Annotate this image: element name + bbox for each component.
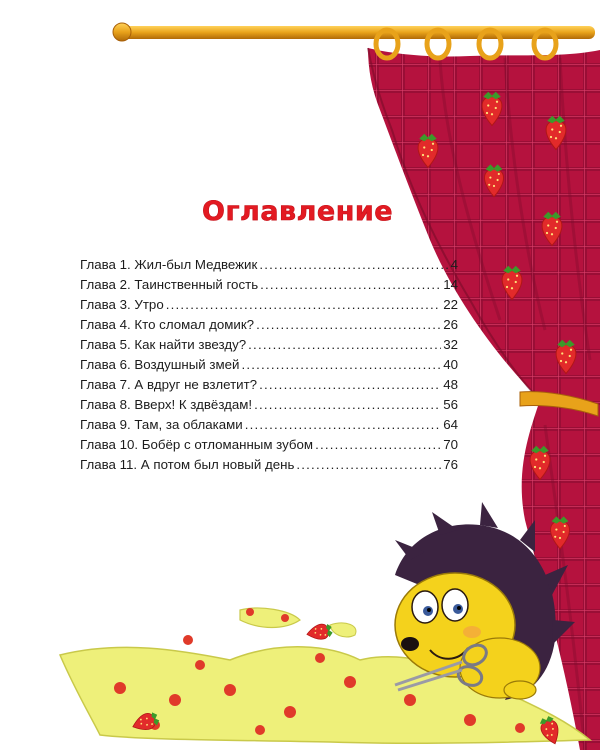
- toc-row[interactable]: [80, 455, 458, 475]
- leader-dots: [241, 355, 441, 375]
- chapter-page: 26: [443, 317, 458, 332]
- chapter-label: Глава 11. А потом был новый день: [80, 457, 295, 472]
- leader-dots: [260, 275, 441, 295]
- leader-dots: [259, 255, 448, 275]
- toc-row[interactable]: [80, 435, 458, 455]
- chapter-label: Глава 4. Кто сломал домик?: [80, 317, 255, 332]
- leader-dots: [166, 295, 441, 315]
- curtain-rod-icon: [113, 23, 595, 41]
- toc-row[interactable]: [80, 295, 458, 315]
- leader-dots: [296, 455, 441, 475]
- chapter-label: Глава 3. Утро: [80, 297, 164, 312]
- chapter-page: 40: [443, 357, 458, 372]
- toc-row[interactable]: [80, 415, 458, 435]
- toc-row[interactable]: [80, 275, 458, 295]
- chapter-label: Глава 2. Таинственный гость: [80, 277, 259, 292]
- toc-row[interactable]: [80, 255, 458, 275]
- toc-row[interactable]: [80, 355, 458, 375]
- toc-row[interactable]: [80, 335, 458, 355]
- toc-row[interactable]: [80, 315, 458, 335]
- chapter-page: 22: [443, 297, 458, 312]
- toc-row[interactable]: [80, 395, 458, 415]
- leader-dots: [254, 395, 441, 415]
- page-title: Оглавление: [202, 196, 394, 227]
- chapter-page: 76: [443, 457, 458, 472]
- leader-dots: [259, 375, 441, 395]
- chapter-label: Глава 5. Как найти звезду?: [80, 337, 247, 352]
- chapter-label: Глава 10. Бобёр с отломанным зубом: [80, 437, 314, 452]
- chapter-page: 64: [443, 417, 458, 432]
- leader-dots: [245, 415, 442, 435]
- chapter-page: 14: [443, 277, 458, 292]
- chapter-label: Глава 1. Жил-был Медвежик: [80, 257, 258, 272]
- chapter-page: 70: [443, 437, 458, 452]
- chapter-label: Глава 7. А вдруг не взлетит?: [80, 377, 258, 392]
- chapter-page: 56: [443, 397, 458, 412]
- chapter-page: 4: [450, 257, 458, 272]
- leader-dots: [256, 315, 441, 335]
- leader-dots: [315, 435, 441, 455]
- chapter-label: Глава 8. Вверх! К здвёздам!: [80, 397, 253, 412]
- chapter-page: 32: [443, 337, 458, 352]
- chapter-label: Глава 9. Там, за облаками: [80, 417, 243, 432]
- leader-dots: [248, 335, 441, 355]
- chapter-label: Глава 6. Воздушный змей: [80, 357, 240, 372]
- chapter-page: 48: [443, 377, 458, 392]
- toc-row[interactable]: [80, 375, 458, 395]
